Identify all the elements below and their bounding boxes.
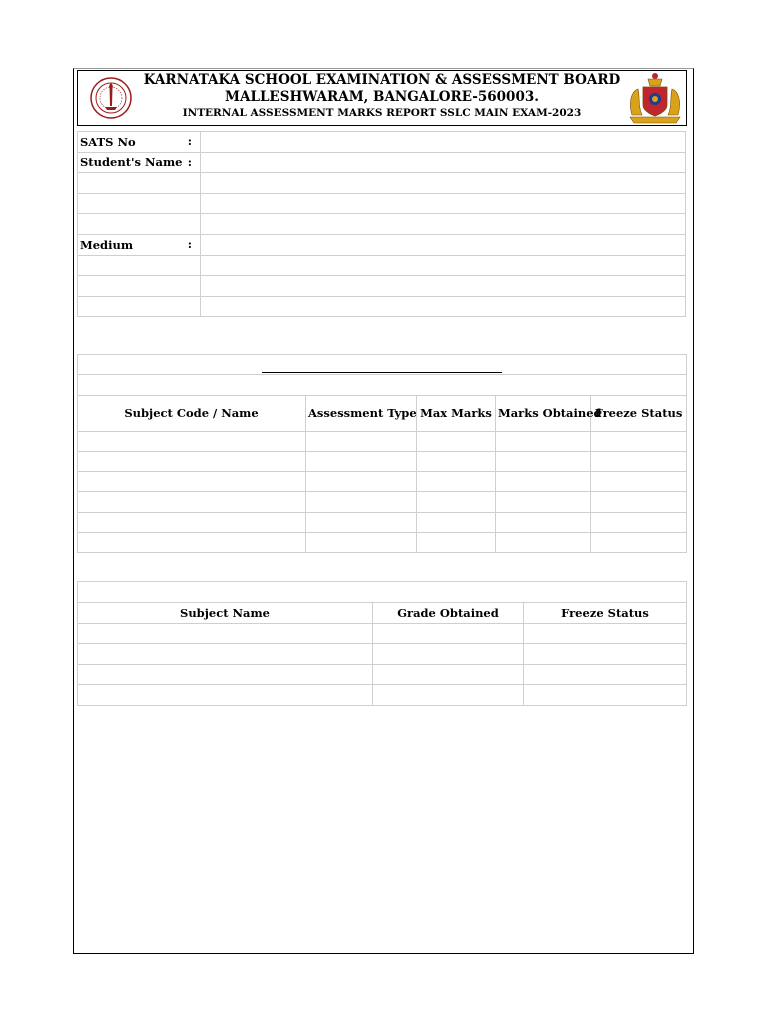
column-header-assessment-type: Assessment Type bbox=[306, 395, 417, 431]
table-cell[interactable] bbox=[417, 451, 496, 471]
blank-cell bbox=[78, 375, 687, 395]
table-cell[interactable] bbox=[524, 664, 687, 685]
table-row bbox=[78, 193, 686, 214]
table-cell[interactable] bbox=[373, 685, 524, 706]
column-header-grade-obtained: Grade Obtained bbox=[373, 602, 524, 623]
marks-caption-cell bbox=[78, 355, 687, 375]
table-cell[interactable] bbox=[306, 492, 417, 512]
sats-value-cell[interactable] bbox=[201, 132, 686, 153]
value-cell[interactable] bbox=[201, 214, 686, 235]
table-cell[interactable] bbox=[373, 623, 524, 644]
table-cell[interactable] bbox=[591, 533, 687, 553]
table-row bbox=[78, 492, 687, 512]
table-row bbox=[78, 255, 686, 276]
table-cell[interactable] bbox=[524, 685, 687, 706]
table-cell[interactable] bbox=[78, 472, 306, 492]
table-cell[interactable] bbox=[78, 623, 373, 644]
table-row bbox=[78, 685, 687, 706]
label-cell bbox=[78, 214, 201, 235]
table-cell[interactable] bbox=[496, 533, 591, 553]
table-row bbox=[78, 472, 687, 492]
table-header-row bbox=[78, 602, 687, 623]
table-row bbox=[78, 173, 686, 194]
marks-table bbox=[77, 354, 687, 553]
table-cell[interactable] bbox=[306, 451, 417, 471]
table-row bbox=[78, 276, 686, 297]
table-cell[interactable] bbox=[78, 451, 306, 471]
table-cell[interactable] bbox=[78, 512, 306, 532]
column-header-freeze-status: Freeze Status bbox=[591, 395, 687, 431]
value-cell[interactable] bbox=[201, 276, 686, 297]
table-cell[interactable] bbox=[78, 644, 373, 665]
colon: : bbox=[187, 236, 192, 251]
table-header-row bbox=[78, 395, 687, 431]
value-cell[interactable] bbox=[201, 296, 686, 317]
blank-cell bbox=[78, 582, 687, 603]
underline-field bbox=[262, 356, 502, 373]
table-row bbox=[78, 296, 686, 317]
table-cell[interactable] bbox=[373, 644, 524, 665]
table-cell[interactable] bbox=[524, 644, 687, 665]
table-cell[interactable] bbox=[306, 533, 417, 553]
table-cell[interactable] bbox=[496, 431, 591, 451]
table-cell[interactable] bbox=[591, 431, 687, 451]
table-cell[interactable] bbox=[306, 472, 417, 492]
table-cell[interactable] bbox=[496, 472, 591, 492]
medium-label-cell bbox=[78, 234, 201, 255]
table-row bbox=[78, 214, 686, 235]
table-row bbox=[78, 451, 687, 471]
table-row bbox=[78, 132, 686, 153]
label-cell bbox=[78, 173, 201, 194]
table-cell[interactable] bbox=[496, 492, 591, 512]
name-label-cell bbox=[78, 152, 201, 173]
table-row bbox=[78, 582, 687, 603]
student-info-table bbox=[77, 131, 686, 317]
table-row bbox=[78, 234, 686, 255]
table-cell[interactable] bbox=[78, 492, 306, 512]
board-name: KARNATAKA SCHOOL EXAMINATION & ASSESSMENT BOARD bbox=[143, 72, 621, 88]
table-row bbox=[78, 355, 687, 375]
table-cell[interactable] bbox=[524, 623, 687, 644]
grades-table bbox=[77, 581, 687, 706]
table-cell[interactable] bbox=[78, 685, 373, 706]
table-cell[interactable] bbox=[306, 512, 417, 532]
table-cell[interactable] bbox=[496, 512, 591, 532]
table-cell[interactable] bbox=[78, 533, 306, 553]
value-cell[interactable] bbox=[201, 173, 686, 194]
label-cell bbox=[78, 255, 201, 276]
column-header-subject-code: Subject Code / Name bbox=[78, 395, 306, 431]
colon: : bbox=[187, 134, 192, 148]
table-cell[interactable] bbox=[306, 431, 417, 451]
table-cell[interactable] bbox=[373, 664, 524, 685]
table-row bbox=[78, 512, 687, 532]
table-cell[interactable] bbox=[591, 512, 687, 532]
column-header-freeze-status: Freeze Status bbox=[524, 602, 687, 623]
sats-label: SATS No bbox=[80, 134, 136, 149]
table-row bbox=[78, 152, 686, 173]
karnataka-emblem-icon bbox=[624, 71, 686, 125]
column-header-subject-name: Subject Name bbox=[78, 602, 373, 623]
table-cell[interactable] bbox=[78, 431, 306, 451]
table-cell[interactable] bbox=[78, 664, 373, 685]
table-cell[interactable] bbox=[496, 451, 591, 471]
sats-label-cell bbox=[78, 132, 201, 153]
label-cell bbox=[78, 193, 201, 214]
table-cell[interactable] bbox=[417, 492, 496, 512]
table-cell[interactable] bbox=[417, 431, 496, 451]
table-cell[interactable] bbox=[591, 472, 687, 492]
table-row bbox=[78, 623, 687, 644]
value-cell[interactable] bbox=[201, 193, 686, 214]
report-title: INTERNAL ASSESSMENT MARKS REPORT SSLC MAIN EXAM-2023 bbox=[182, 107, 582, 119]
colon: : bbox=[187, 154, 192, 169]
label-cell bbox=[78, 296, 201, 317]
table-row bbox=[78, 664, 687, 685]
medium-label: Medium bbox=[80, 237, 133, 252]
student-name-label: Student's Name bbox=[80, 155, 183, 170]
medium-value-cell[interactable] bbox=[201, 234, 686, 255]
table-cell[interactable] bbox=[417, 472, 496, 492]
column-header-marks-obtained: Marks Obtained bbox=[496, 395, 591, 431]
table-cell[interactable] bbox=[417, 512, 496, 532]
table-row bbox=[78, 533, 687, 553]
board-address: MALLESHWARAM, BANGALORE-560003. bbox=[225, 89, 539, 105]
table-row bbox=[78, 431, 687, 451]
table-cell[interactable] bbox=[591, 451, 687, 471]
table-cell[interactable] bbox=[591, 492, 687, 512]
table-cell[interactable] bbox=[417, 533, 496, 553]
value-cell[interactable] bbox=[201, 255, 686, 276]
table-row bbox=[78, 375, 687, 395]
report-header bbox=[77, 70, 687, 126]
student-name-value-cell[interactable] bbox=[201, 152, 686, 173]
label-cell bbox=[78, 276, 201, 297]
table-row bbox=[78, 644, 687, 665]
column-header-max-marks: Max Marks bbox=[417, 395, 496, 431]
